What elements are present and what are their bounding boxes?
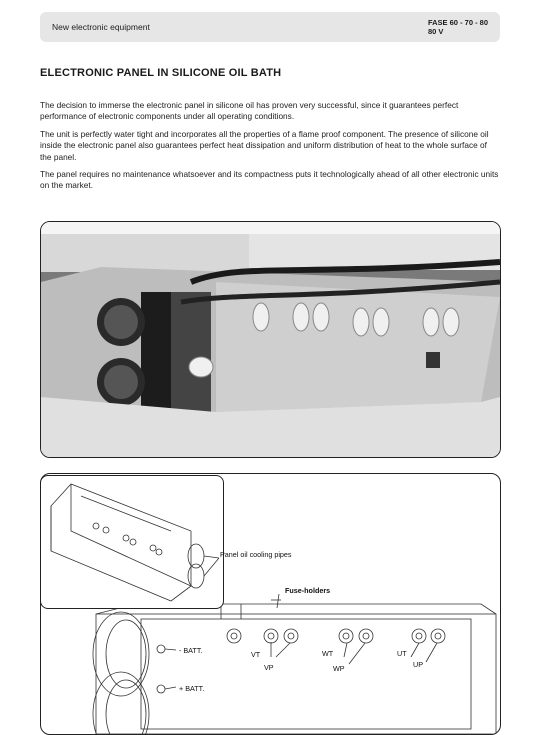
inset-panel-sketch [41,476,223,608]
paragraph-1: The decision to immerse the electronic panel in silicone oil has proven very successful, since it guarantees perfect performance of electronic components under all operating conditions. [40,100,459,122]
panel-photo [40,221,501,458]
fuse-holders-label: Fuse-holders [285,586,331,595]
header-model-line1: FASE 60 - 70 - 80 [427,18,488,27]
ut-label: UT [397,649,407,658]
inset-drawing [40,475,224,609]
header-model-line2: 80 V [427,27,444,36]
panel-photo-illustration [41,222,500,457]
header-model-label [428,18,488,36]
page-header [40,12,500,42]
body-text [40,100,500,198]
header-section-label: New electronic equipment [52,22,150,32]
paragraph-2: The unit is perfectly water tight and incorporates all the properties of a flame proof component. The presence of silicone oil inside the electronic panel also guarantees perfect heat dissipation and uniform distribution of heat to the whole surface of the panel. [40,128,489,162]
cooling-pipes-label: Panel oil cooling pipes [220,550,292,559]
plus-batt-label: + BATT. [179,684,205,693]
paragraph-3: The panel requires no maintenance whatsoever and its compactness puts it technologically ahead of all other electronic units on the market. [40,169,499,191]
minus-batt-label: - BATT. [179,646,203,655]
vp-label: VP [264,663,274,672]
wp-label: WP [333,664,345,673]
vt-label: VT [251,650,261,659]
page-title: ELECTRONIC PANEL IN SILICONE OIL BATH [40,67,282,79]
up-label: UP [413,660,423,669]
wt-label: WT [322,649,334,658]
